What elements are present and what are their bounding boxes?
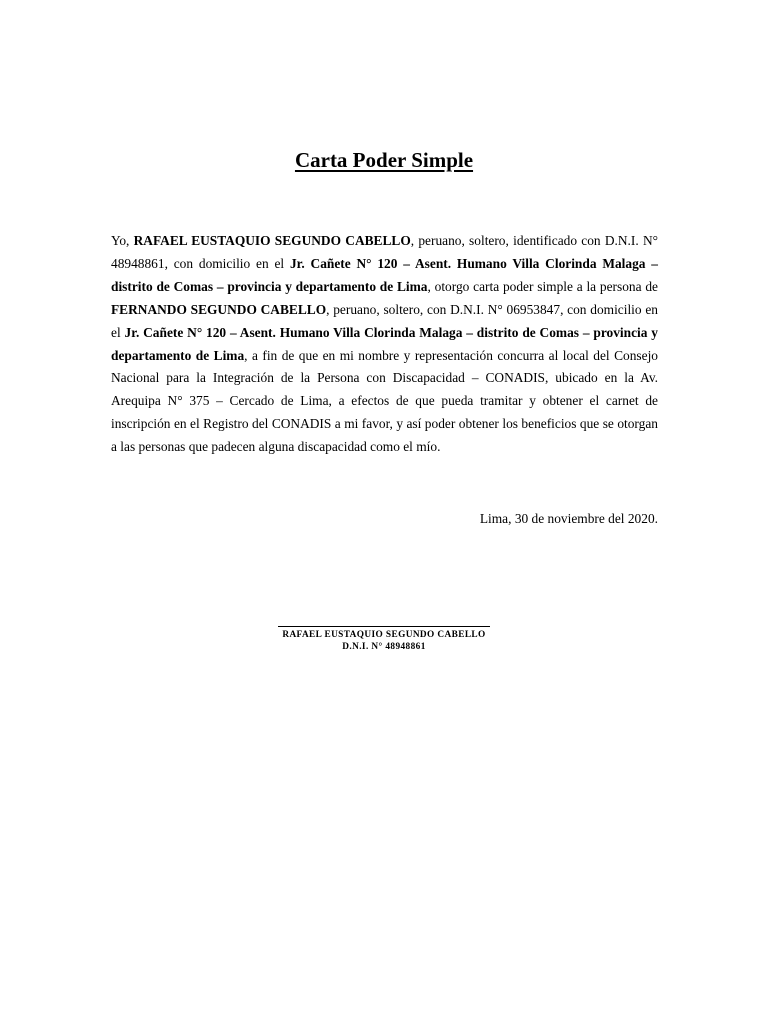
signature-line — [278, 626, 490, 627]
document-title: Carta Poder Simple — [294, 148, 474, 172]
signature-block — [0, 626, 768, 653]
body-text-segment: , otorgo carta poder simple a la persona de — [427, 278, 658, 294]
grantor-address: Jr. Cañete N° 120 – Asent. Humano Villa Clorinda Malaga – distrito de Comas – provincia y departamento de Lima — [111, 255, 658, 294]
grantee-address: Jr. Cañete N° 120 – Asent. Humano Villa Clorinda Malaga – distrito de Comas – provincia y departamento de Lima — [111, 324, 659, 363]
signatory-dni: D.N.I. N° 48948861 — [342, 641, 426, 652]
body-paragraph — [111, 230, 658, 459]
body-text-segment: , peruano, soltero, con D.N.I. N° 06953847, con domicilio en el — [111, 301, 658, 340]
body-text-segment: Yo, — [111, 233, 134, 248]
body-text-segment: , a fin de que en mi nombre y representación concurra al local del Consejo Nacional para la Integración de la Persona con Discapacidad – CONADIS, ubicado en la Av. Arequipa N° 375 – Cercado de Lima, a efectos de que pueda tramitar y obtener el carnet de inscripción en el Registro del CONADIS a mi favor, y así poder obtener los beneficios que se otorgan a las personas que padecen alguna discapacidad como el mío. — [111, 347, 658, 455]
body-text-segment: , peruano, soltero, identificado con D.N.I. N° 48948861, con domicilio en el — [111, 233, 658, 271]
date-place-line: Lima, 30 de noviembre del 2020. — [479, 511, 658, 526]
grantor-name: RAFAEL EUSTAQUIO SEGUNDO CABELLO — [133, 233, 411, 248]
grantee-name: FERNANDO SEGUNDO CABELLO — [111, 301, 327, 317]
signatory-name: RAFAEL EUSTAQUIO SEGUNDO CABELLO — [282, 630, 486, 640]
